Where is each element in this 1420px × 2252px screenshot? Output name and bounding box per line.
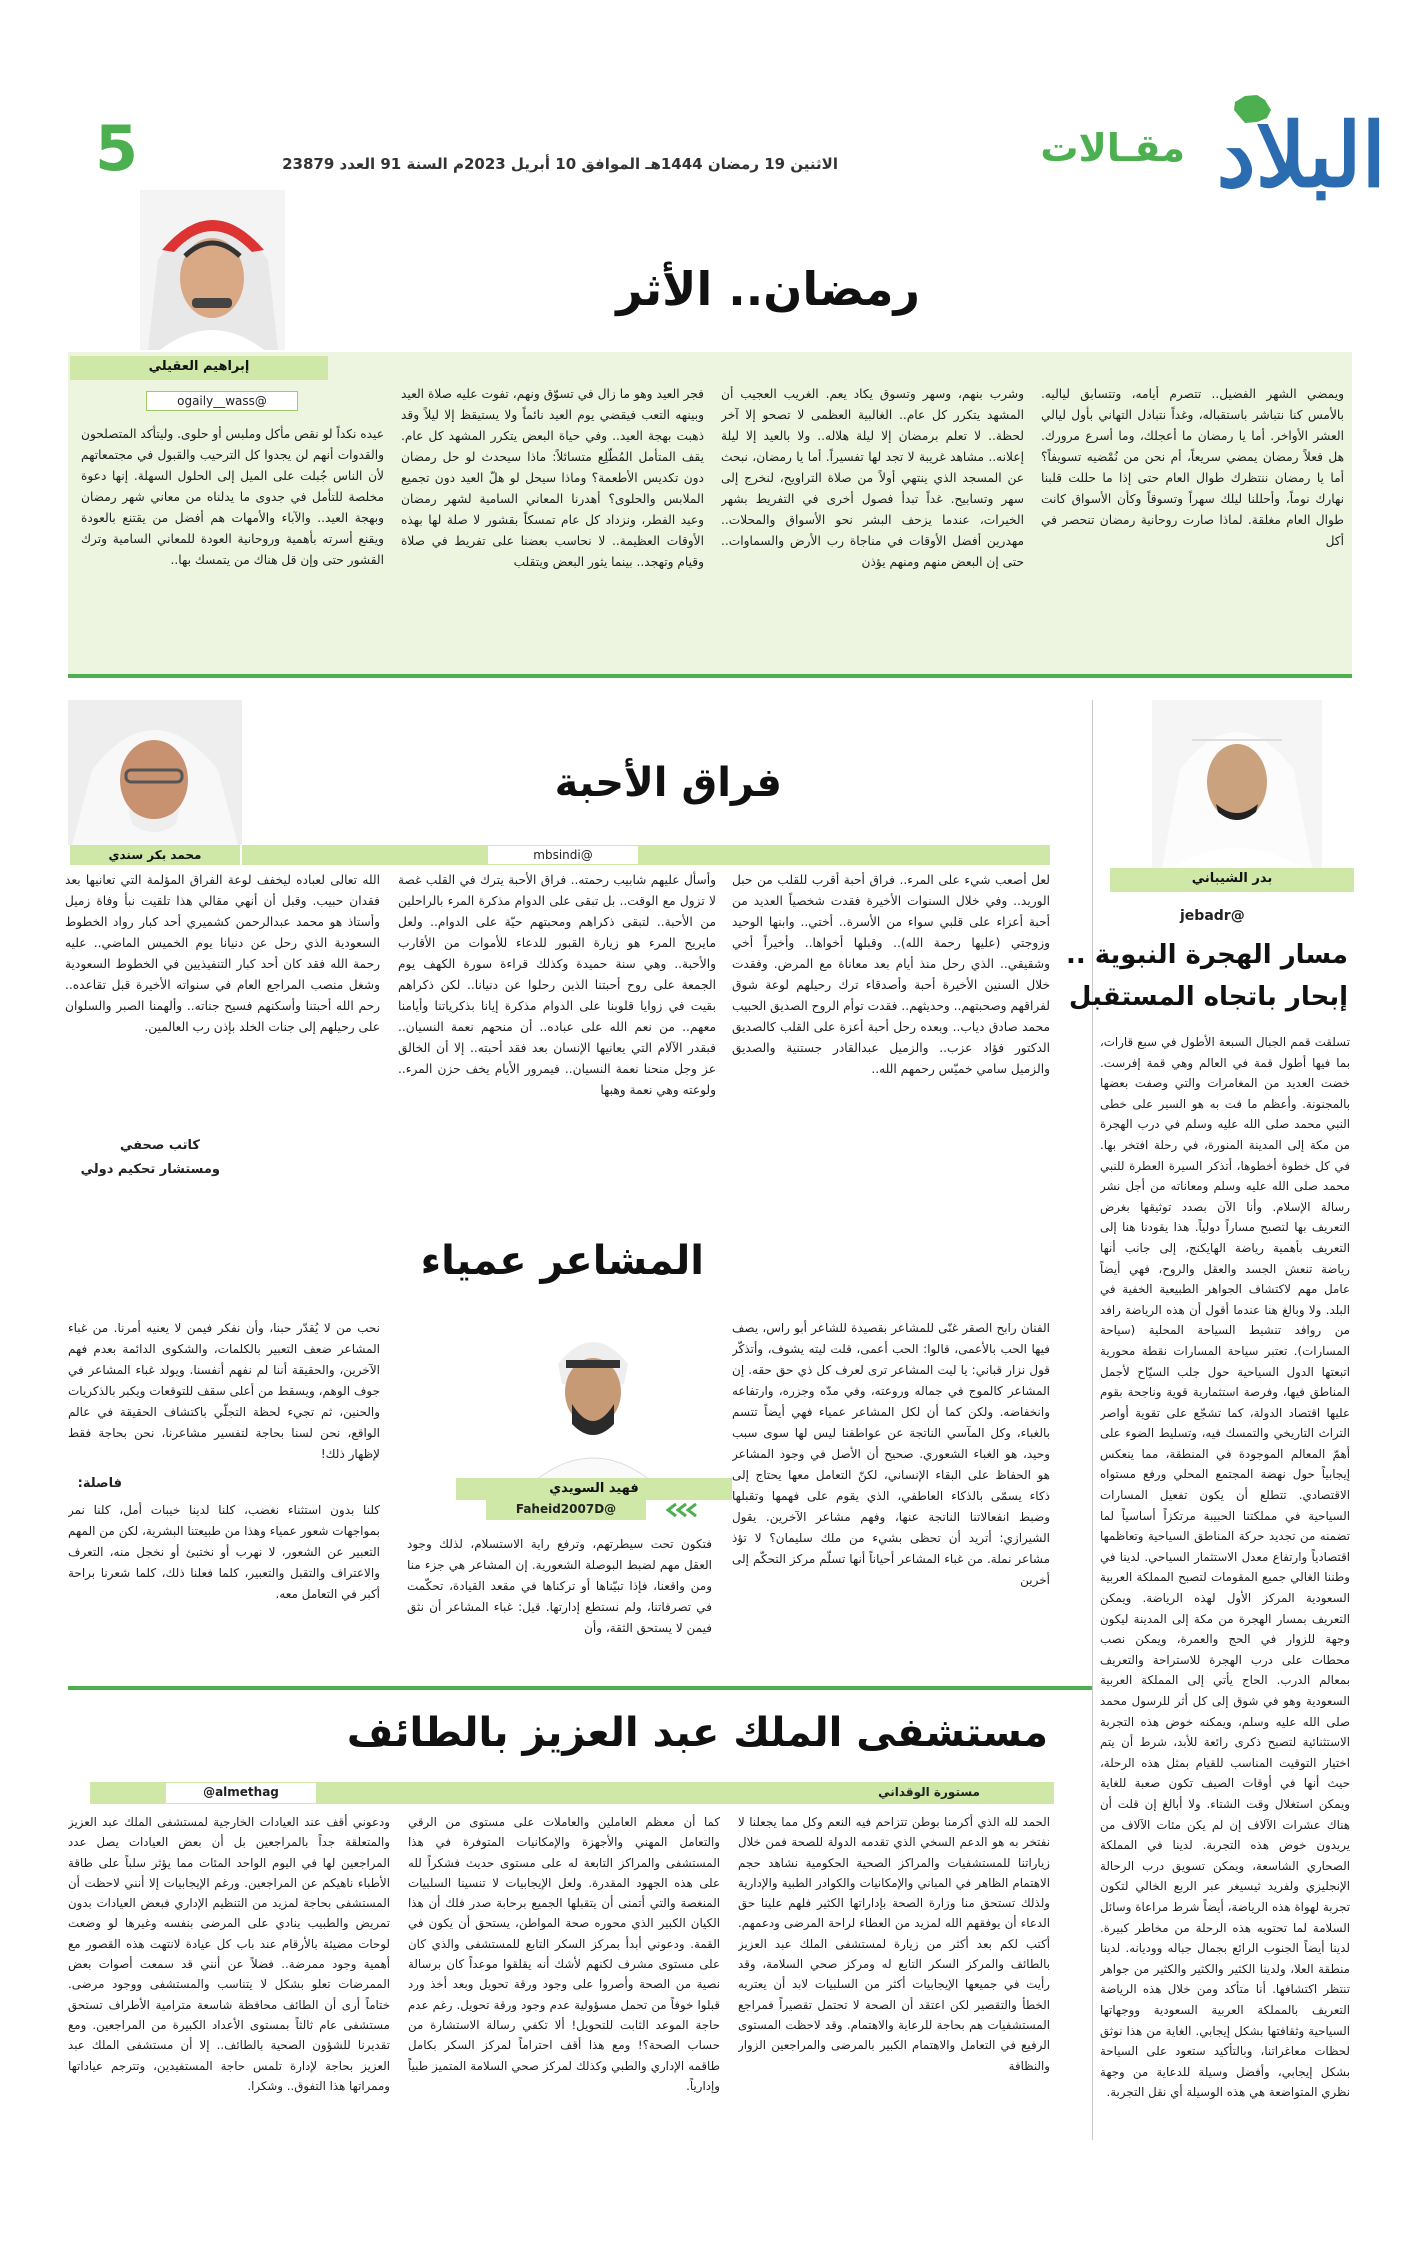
chevron-icon bbox=[656, 1502, 698, 1518]
author-handle: @jebadr bbox=[1180, 908, 1245, 924]
article2-column-2: وأسأل عليهم شابيب رحمته.. فراق الأحبة يترك في القلب غصة لا تزول مع الوقت.. بل تبقى على الدوام مذكرة المرء بالراحلين من الأحبة.. لتبقى ذكراهم ومحبتهم حيّة على الدوام.. ولعل مايريح المرء هو زيارة القبور للدعاء للأموات من الأقارب والأحبة.. وهي سنة حميدة وكذلك قراءة سورة الكهف يوم الجمعة على روح أحبتنا الذين رحلوا عن دنيانا.. لكن ذكراهم بقيت في زوايا قلوبنا على الدوام مذكرة إيانا بذكرياتنا وأيامنا معهم.. من نعم الله على عباده.. أن منحهم نعمة النسيان.. فبقدر الآلام التي يعانيها الإنسان بعد فقد أحبته.. إلا أن الخالق عز وجل منحنا نعمة النسيان.. فيمرور الأيام يخف حزن المرء.. ولوعته وهي نعمة وهبها bbox=[398, 873, 716, 1097]
author-handle: @ogaily__wass bbox=[146, 391, 298, 411]
logo-text: البلاد bbox=[1216, 103, 1386, 207]
headline-firaq: فراق الأحبة bbox=[554, 760, 782, 806]
subheading-fasila: فاصلة: bbox=[77, 1476, 122, 1491]
article4-column-1: الحمد لله الذي أكرمنا بوطن تتزاحم فيه النعم وكل مما يجعلنا لا نفتخر به هو الدعم السخي الذي تقدمه الدولة للصحة فمن خلال زياراتنا للمستشفيات والمراكز الصحية الحكومية نشاهد حجم الاهتمام الظاهر في المباني والإمكانيات والكوادر الطبية والإدارية ولذلك تستحق منا وزارة الصحة بإداراتها الكثير فلهم علينا حق الدعاء أن يوفقهم الله لمزيد من العطاء لراحة المرضى ودعمهم. أكتب لكم بعد أكثر من زيارة لمستشفى الملك عبد العزيز بالطائف والمركز السكر التابع له ومركز صحي السلامة، وقد رأيت في جميعها الإيجابيات أكثر من السلبيات لابد أن يعتريه الخطأ والتقصير لكن اعتقد أن الصحة لا تحتمل تقصيراً فمراجع المستشفيات هم بحاجة للرعاية والاهتمام. وقد لاحظت المستوى الرفيع في التعامل والاهتمام الكبير بالمرضى والمراجعين الزوار والنظافة bbox=[738, 1815, 1050, 2073]
headline-ramadan: رمضان.. الأثر bbox=[616, 262, 920, 316]
author-handle: almethag@ bbox=[166, 1783, 316, 1803]
author-handle: @Faheid2007D bbox=[486, 1500, 646, 1520]
side-article-body: تسلقت قمم الجبال السبعة الأطول في سبع قارات، بما فيها أطول قمة في العالم وهي قمة إفرست. خضت العديد من المغامرات والتي وصفت بعضها بالمجنونة. وأعظم ما فت به هو السير على خطى النبي محمد صلى الله عليه وسلم في درب الهجرة من مكة إلى المدينة المنورة، في رحلة افتخر بها. في كل خطوة أخطوها، أتذكر السيرة العطرة للنبي محمد صلى الله عليه وسلم ومعاناته من أجل نشر رسالة الإسلام. وأنا الآن بصدد توثيقها بغرض التعريف بها لتصبح مساراً دولياً. هذا يقودنا هنا إلى التعريف بأهمية رياضة الهايكنج، إلى جانب أنها رياضة تنعش الجسد والعقل والروح، فهي أيضاً عامل مهم لاكتشاف الجواهر الطبيعية الخفية في البلد. ولا وبالغ هنا عندما أقول أن هذه الرياضة رافد من روافد تنشيط السياحة المحلية (سياحة المسارات). تعتبر سياحة المسارات نقطة محورية اتبعتها الدول السياحية حول جلب السيّاح لأجمل المناطق فيها، وفرصة استثمارية قوية وناجحة بقوم عليها اقتصاد الدولة، كما تشجّع على تقوية أواصر التراث التاريخي والتمسك فيه، وتسليط الضوء على أهمّ المعالم الموجودة في المنطقة، مما ينعكس إيجابياً حول نهضة المجتمع المحلي ورفع مستواه الاقتصادي. تتطلع أن يكون تفعيل المسارات السياحية في مملكتنا الحبيبة مرتكزاً أساسياً لما تضمنه من تجديد حركة المناطق السياحية وتعاظمها اقتصادياً وارتفاع معدل الاستثمار السياحي. لدينا في وطننا الغالي جميع المقومات لتصبح المملكة العربية السعودية المركز الأول لهذه الرياضة. ويمكن التعريف بمسار الهجرة من مكة إلى المدينة ليكون وجهة للزوار في الحج والعمرة، ويمكن نصب محطات على درب الهجرة للاستراحة والتعريف بمعالم الدرب. الحاج يأتي إلى المملكة العربية السعودية وهو في شوق إلى كل أثر للرسول محمد صلى الله عليه وسلم، ويمكنه خوض هذه التجربة الاستثنائية لتصبح ذكرى رائعة للأبد، شرط أن يتم اختيار التوقيت المناسب للقيام بمثل هذه الرحلة، حيث أنها في أوقات الصيف تكون صعبة للغاية ويمكن استغلال وقت الشتاء. ولا أبالغ إن قلت أن هناك عشرات الآلاف إن لم يكن مئات الآلاف من يريدون خوض هذه التجربة. لدينا في المملكة الصحاري الشاسعة، ويمكن تسويق درب الرحالة الإنجليزي ولفريد ثيسيغر عبر الربع الخالي لتكون تجربة لهواة هذه الرياضة، أيضاً شرط مراعاة وسائل السلامة لما تحتويه هذه الرحلة من مخاطر كبيرة. لدينا أيضاً الجنوب الرائع بجمال جباله ووديانه. لدينا منطقة العلا، ولدينا الكثير والكثير والكثير من جواهر تنتظر اكتشافها. أنا متأكد ومن خلال هذه الرياضة التعريف بالمملكة العربية السعودية ووجهاتها السياحية وثقافتها بشكل إيجابي. الغاية من هذا نوثق لحظات معاغراتنا، وبالتأكيد ستعود على السياحة بشكل إيجابي، وأفضل وسيلة للدعاية من وجهة نظري المتواضعة هي هذه الوسيلة أي نقل التجربة. bbox=[1100, 1035, 1350, 2100]
author-photo-shaibani bbox=[1152, 700, 1322, 868]
author-photo-suwaidi bbox=[528, 1300, 658, 1480]
side-headline-line-2: إبحار باتجاه المستقبل bbox=[1068, 982, 1348, 1012]
article4-column-3: ودعوني أقف عند العيادات الخارجية لمستشفى الملك عبد العزيز والمتعلقة جداً بالمراجعين بل أن بعض العيادات يصل عدد المراجعين لها في اليوم الواحد المئات مما يؤثر سلباً على طاقة الأطباء ناهيكم عن المراجعين. ورغم الإيجابيات إلا أنني لاحظت أن المستشفى بحاجة لمزيد من التنظيم الإداري فبعض العيادات بدون تمريض والطبيب ينادي على المرضى بنفسه وغيرها لو وضعت لوحات مضيئة بالأرقام عند باب كل عيادة لانتهت هذه القصور مع أهمية وجود ممرضة.. فضلاً عن أنني قد سمعت أصوات بعض الممرضات تعلو بشكل لا يتناسب والمستشفى ووجود مرضى. ختاماً أرى أن الطائف محافظة شاسعة مترامية الأطراف تستحق مستشفى عام ثالثاً بمستوى الأعداد الكبيرة من المراجعين. ومع تقديرنا للشؤون الصحية بالطائف.. إلا أن مستشفى الملك عبد العزيز بحاجة لإدارة تلمس حاجة المستفيدين، وتترجم عياداتها وممراتها هذا التفوق.. وشكرا. bbox=[68, 1815, 390, 2093]
author-photo-ogaily bbox=[140, 190, 285, 350]
headline-hospital: مستشفى الملك عبد العزيز بالطائف bbox=[346, 1710, 1048, 1756]
article3-column-2: فتكون تحت سيطرتهم، وترفع راية الاستسلام، لذلك وجود العقل مهم لضبط البوصلة الشعورية. إن المشاعر هي جزء منا ومن واقعنا، فإذا تبيّناها أو تركناها في مقعد القيادة، تحكّمت في تصرفاتنا، ولم نستطع إدارتها. قيل: غباء المشاعر أن نثق فيمن لا يستحق الثقة، وأن bbox=[407, 1537, 712, 1635]
dateline: الاثنين 19 رمضان 1444هـ الموافق 10 أبريل 2023م السنة 91 العدد 23879 bbox=[282, 155, 838, 173]
article3-column-1: الفنان رابح الصقر غنّى للمشاعر بقصيدة للشاعر أبو راس، يصف فيها الحب بالأعمى، قالوا: الحب أعمى، قلت ليته يشوف، وأتذكّر قول نزار قباني: يا ليت المشاعر ترى لعرف كل ذي حق حقه. إن المشاعر كالموج في جماله وروعته، وفي مدّه وجزره، وارتفاعه وانخفاضه. ولكن كما أن لكل المشاعر عمياء فهي أيضاً تتسم بالغباء، وكل المآسي الناتجة عن عواطفنا ليس لها سوى سبب وحيد، هو الغباء الشعوري. صحيح أن الأصل في وجود المشاعر هو الحفاظ على البقاء الإنساني، لكنّ التعامل معها يحتاج إلى ذكاء يسمّى بالذكاء العاطفي، الذي يقوم على فهمها وتقبلها وضبط انفعالاتنا الناتجة عنها، وفهم مشاعر الآخرين. يقول الشيرازي: أتريد أن تحظى بشيء من ملك سليمان؟ لا تؤذ مشاعر نملة. من غباء المشاعر أحياناً أنها تسلّم مركز التحكّم إلى أخرين bbox=[732, 1321, 1050, 1587]
author-name-bar: بدر الشيباني bbox=[1110, 868, 1354, 892]
article1-column-1: ويمضي الشهر الفضيل.. تتصرم أيامه، وتتسابق لياليه. بالأمس كنا نتباشر باستقباله، وغداً نتبادل التهاني بأول ليالي العشر الأواخر. أما يا رمضان ما أعجلك، وما أسرع مرورك. هل فعلاً رمضان يمضي سريعاً، أم نحن من نُمْضيه تسويفاً؟ أما يا رمضان ننتظرك طوال العام حتى إذا ما حللت قلبنا نهارك نوماً، وأحللنا ليلك سهراً وتسوقاً وكأن الأسواق كانت طوال العام مغلقة. لماذا صارت روحانية رمضان تنحصر في أكل bbox=[1041, 387, 1344, 548]
article3-column-4: كلنا بدون استثناء نغضب، كلنا لدينا خيبات أمل، كلنا نمر بمواجهات شعور عمياء وهذا من طبيعتنا البشرية، لكن من المهم التعبير عن الشعور، لا نهرب أو نختبئ أو نخجل منه، التعرف والاعتراف والتقبل والتعبير، كلما فعلنا ذلك، كلما شعرنا براحة أكبر في التعامل معه. bbox=[68, 1503, 380, 1601]
author-name: مستورة الوقداني bbox=[878, 1785, 980, 1799]
headline-mashaer: المشاعر عمياء bbox=[420, 1238, 704, 1284]
section-title: مقـالات bbox=[1040, 126, 1185, 170]
section-divider bbox=[68, 1686, 1092, 1690]
article2-column-1: لعل أصعب شيء على المرء.. فراق أحبة أقرب للقلب من حبل الوريد.. وفي خلال السنوات الأخيرة فقدت شخصياً العديد من أحبة أعزاء على قلبي سواء من الأسرة.. أختي.. وابنها الوحيد وزوجتي (عليها رحمة الله).. وقبلها أخواها.. وأخيراً أخي وشقيقي.. الذي رحل منذ أيام بعد معاناة مع المرض. وفقدت خلال السنين الأخيرة أحبة وأصدقاء ترك رحيلهم لوعة شوق لفراقهم وصحبتهم.. وحديثهم.. فقدت توأم الروح الصديق الحبيب محمد صادق دياب.. وبعده رحل أحبة أعزة على القلب كالصديق الدكتور فؤاد عزب.. والزميل عبدالقادر جستنية والصديق والزميل سامي خميّس رحمهم الله.. bbox=[732, 873, 1050, 1076]
column-separator bbox=[1092, 700, 1093, 2140]
author-name-bar: إبراهيم العقيلي bbox=[70, 356, 328, 380]
newspaper-logo bbox=[1211, 103, 1386, 207]
page-number: 5 bbox=[95, 112, 139, 185]
article2-top-bar bbox=[242, 845, 1050, 865]
author-handle: @mbsindi bbox=[488, 846, 638, 864]
author-name-bar: محمد بكر سندي bbox=[70, 845, 240, 865]
author-name-bar: فهيد السويدي bbox=[456, 1478, 732, 1500]
section-divider bbox=[68, 674, 1352, 678]
side-headline-line-1: مسار الهجرة النبوية .. bbox=[1065, 940, 1348, 970]
article1-column-2: وشرب بنهم، وسهر وتسوق يكاد يعم. الغريب العجيب أن المشهد يتكرر كل عام.. الغالبية العظمى لا تصحو إلا آخر لحظة.. لا تعلم برمضان إلا ليلة هلاله.. ولا بالعيد إلا ليلة إعلانه.. مشاهد غريبة لا تجد لها تفسيراً. أما يا رمضان، نبحث عن المسجد الذي ينتهي أولاً من صلاة التراويح، لنخرج إلى سهر وتسابيح. غداً تبدأ فصول أخرى في التفريط بشهر الخيرات، عندما يزحف البشر نحو الأسواق والمحلات.. مهدرين أفضل الأوقات في مناجاة رب الأرض والسماوات.. حتى إن البعض منهم ومنهم يؤذن bbox=[721, 387, 1024, 569]
article3-column-3: نحب من لا يُقدّر حبنا، وأن نفكر فيمن لا يعنيه أمرنا. من غباء المشاعر ضعف التعبير بالكلمات، والشكوى الدائمة بعدم فهم الآخرين، والحقيقة أننا لم نفهم أنفسنا. ويولد غباء المشاعر في جوف الوهم، ويسقط من أعلى سقف للتوقعات ويكبر بالذكريات والحنين، ثم تجيء لحظة التجلّي باكتشاف الحقيقة في عالم الواقع، نحن لسنا بحاجة لتفسير مشاعرنا، نحن بحاجة فقط لإظهار ذلك! bbox=[68, 1321, 380, 1461]
article1-column-4: عيده نكداً لو نقص مأكل وملبس أو حلوى. وليتأكد المتصلحون والقدوات أنهم لن يجدوا كل الترحيب والقبول في مجتمعاتهم لأن الناس جُبلت على الميل إلى الحلول السهلة. إنها دعوة مخلصة للتأمل في جدوى ما يدلناه من معاني شهر رمضان وبهجة العيد.. والآباء والأمهات هم أفضل من يقتنع بالعودة ويقنع أسرته بأهمية وروحانية العودة للمعاني السامية وترك القشور حتى وإن قل هناك من يتمسك بها.. bbox=[81, 427, 384, 567]
article1-column-3: فجر العيد وهو ما زال في تسوّق ونهم، تفوت عليه صلاة العيد وبينهه التعب فيقضي يوم العيد نائماً ولا يستيقظ إلا ليلاً وقد ذهبت بهجة العيد.. وفي حياة البعض يتكرر المشهد كل عام. يقف المتأمل المُطّلِع متسائلاً: ماذا سيحدث لو حل رمضان دون تكديس الأطعمة؟ وماذا سيحل لو هلّ العيد دون تجميع الملابس والحلوى؟ أهدرنا المعاني السامية لشهر رمضان وعيد الفطر، ونزداد كل عام تمسكاً بقشور لا صلة لها بهذه الأوقات العظيمة.. لا نحاسب بعضنا على تفريط في صلاة وقيام وتهجد.. بينما يثور البعض ويتقلب bbox=[401, 387, 704, 569]
signature-line-1: كاتب صحفي bbox=[119, 1138, 200, 1153]
signature-line-2: ومستشار تحكيم دولي bbox=[80, 1162, 220, 1177]
author-photo-sindi bbox=[68, 700, 242, 845]
article4-column-2: كما أن معظم العاملين والعاملات على مستوى من الرقي والتعامل المهني والأجهزة والإمكانيات المتوفرة في هذا المستشفى والمراكز التابعة له على مستوى حديث فشكراً لله على هذه الجهود المقدرة. ولعل الإيجابيات لا تنسينا السلبيات المنغصة والتي أتمنى أن يتقبلها الجميع برحابة صدر فلك أن هذا الكيان الكبير الذي محوره صحة المواطن، يستحق أن يكون في القمة. ودعوني أبدأ بمركز السكر التابع للمستشفى والذي كان على مستوى مشرف لكنهم لأشك أنه يقلقوا موعداً كان برسالة نصية من الصحة وأصروا على وجود ورقة تحويل وبعد أخذ ورد قبلوا خوفاً من تحمل مسؤولية عدم وجود ورقة تحويل. رغم عدم حاجة الموعد الثابت للتحويل! ألا تكفي رسالة الاستشارة من حساب الصحة؟! ومع هذا أقف احتراماً لمركز السكر بكامل طاقمه الإداري والطبي وكذلك لمركز صحي السلامة المتميز طبياً وإدارياً. bbox=[408, 1815, 720, 2093]
article2-column-3: الله تعالى لعباده ليخفف لوعة الفراق المؤلمة التي تعانيها بعد فقدان حبيب. وقبل أن أنهي مقالي هذا تلقيت نبأ وفاة زميل وأستاذ هو محمد عبدالرحمن كشميري أحد كبار رواد الخطوط السعودية الذي رحل عن دنيانا يوم الخميس الماضي.. عليه رحمة الله فقد كان أحد كبار التنفيذيين في الخطوط السعودية وشغل منصب المراجع العام في سنواته الأخيرة قبل تقاعده.. رحم الله أحبتنا وأسكنهم فسيح جناته.. وألهمنا الصبر والسلوان على رحيلهم إلى جنات الخلد بإذن رب العالمين. bbox=[65, 873, 380, 1034]
